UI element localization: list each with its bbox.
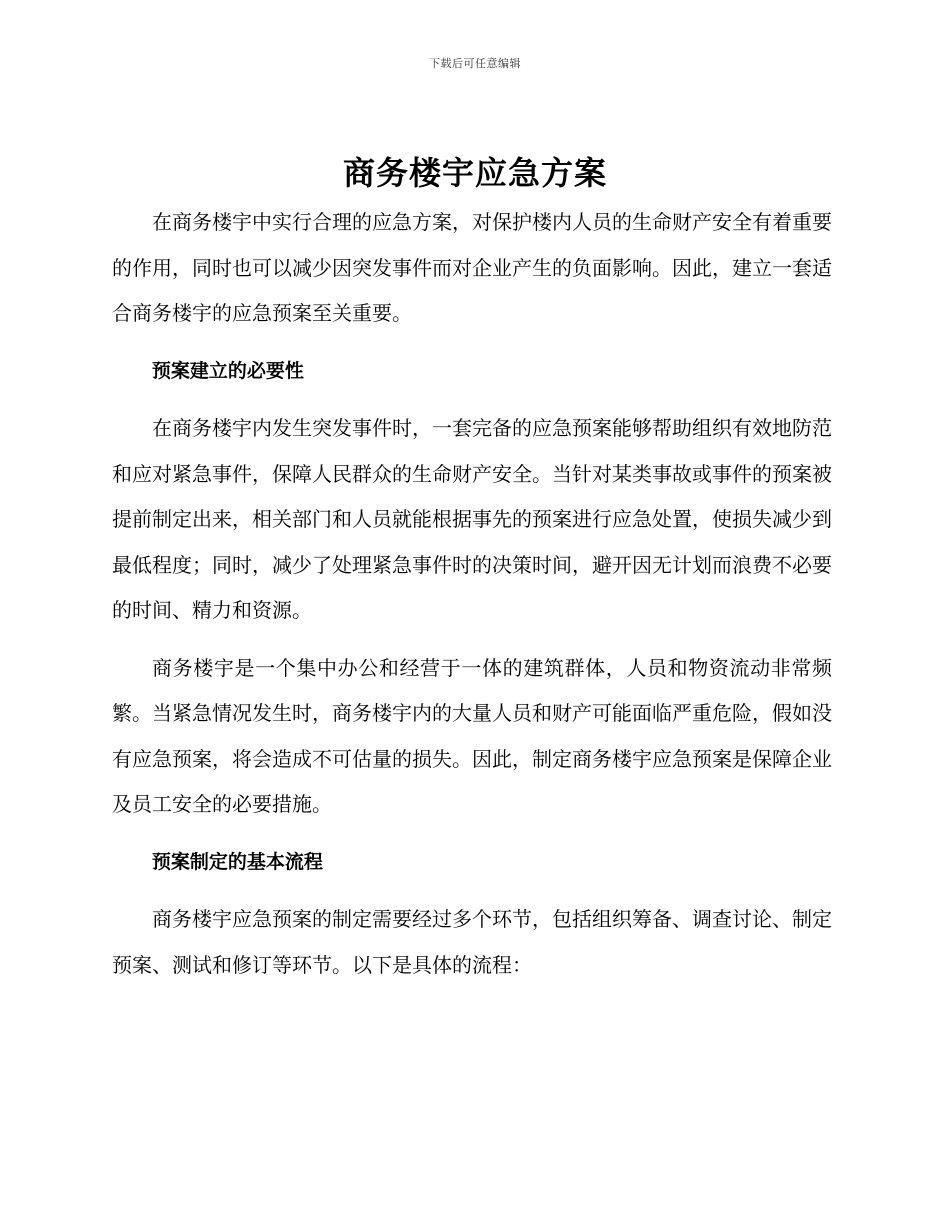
- section-paragraph: 商务楼宇应急预案的制定需要经过多个环节，包括组织筹备、调查讨论、制定预案、测试和修订等环节。以下是具体的流程：: [112, 907, 832, 977]
- section-paragraph: 在商务楼宇内发生突发事件时，一套完备的应急预案能够帮助组织有效地防范和应对紧急事件，保障人民群众的生命财产安全。当针对某类事故或事件的预案被提前制定出来，相关部门和人员就能根据事先的预案进行应急处置，使损失减少到最低程度；同时，减少了处理紧急事件时的决策时间，避开因无计划而浪费不必要的时间、精力和资源。: [112, 416, 832, 622]
- paragraph-spacer: [112, 634, 832, 646]
- section-heading-necessity: 预案建立的必要性: [151, 359, 304, 382]
- document-body: [112, 200, 832, 988]
- header-note: 下载后可任意编辑: [429, 57, 521, 70]
- document-title: 商务楼宇应急方案: [342, 154, 607, 192]
- section-heading-process: 预案制定的基本流程: [151, 850, 323, 873]
- section-paragraph: 商务楼宇是一个集中办公和经营于一体的建筑群体，人员和物资流动非常频繁。当紧急情况发生时，商务楼宇内的大量人员和财产可能面临严重危险，假如没有应急预案，将会造成不可估量的损失。因此，制定商务楼宇应急预案是保障企业及员工安全的必要措施。: [112, 655, 832, 816]
- intro-paragraph: 在商务楼宇中实行合理的应急方案，对保护楼内人员的生命财产安全有着重要的作用，同时也可以减少因突发事件而对企业产生的负面影响。因此，建立一套适合商务楼宇的应急预案至关重要。: [112, 210, 832, 325]
